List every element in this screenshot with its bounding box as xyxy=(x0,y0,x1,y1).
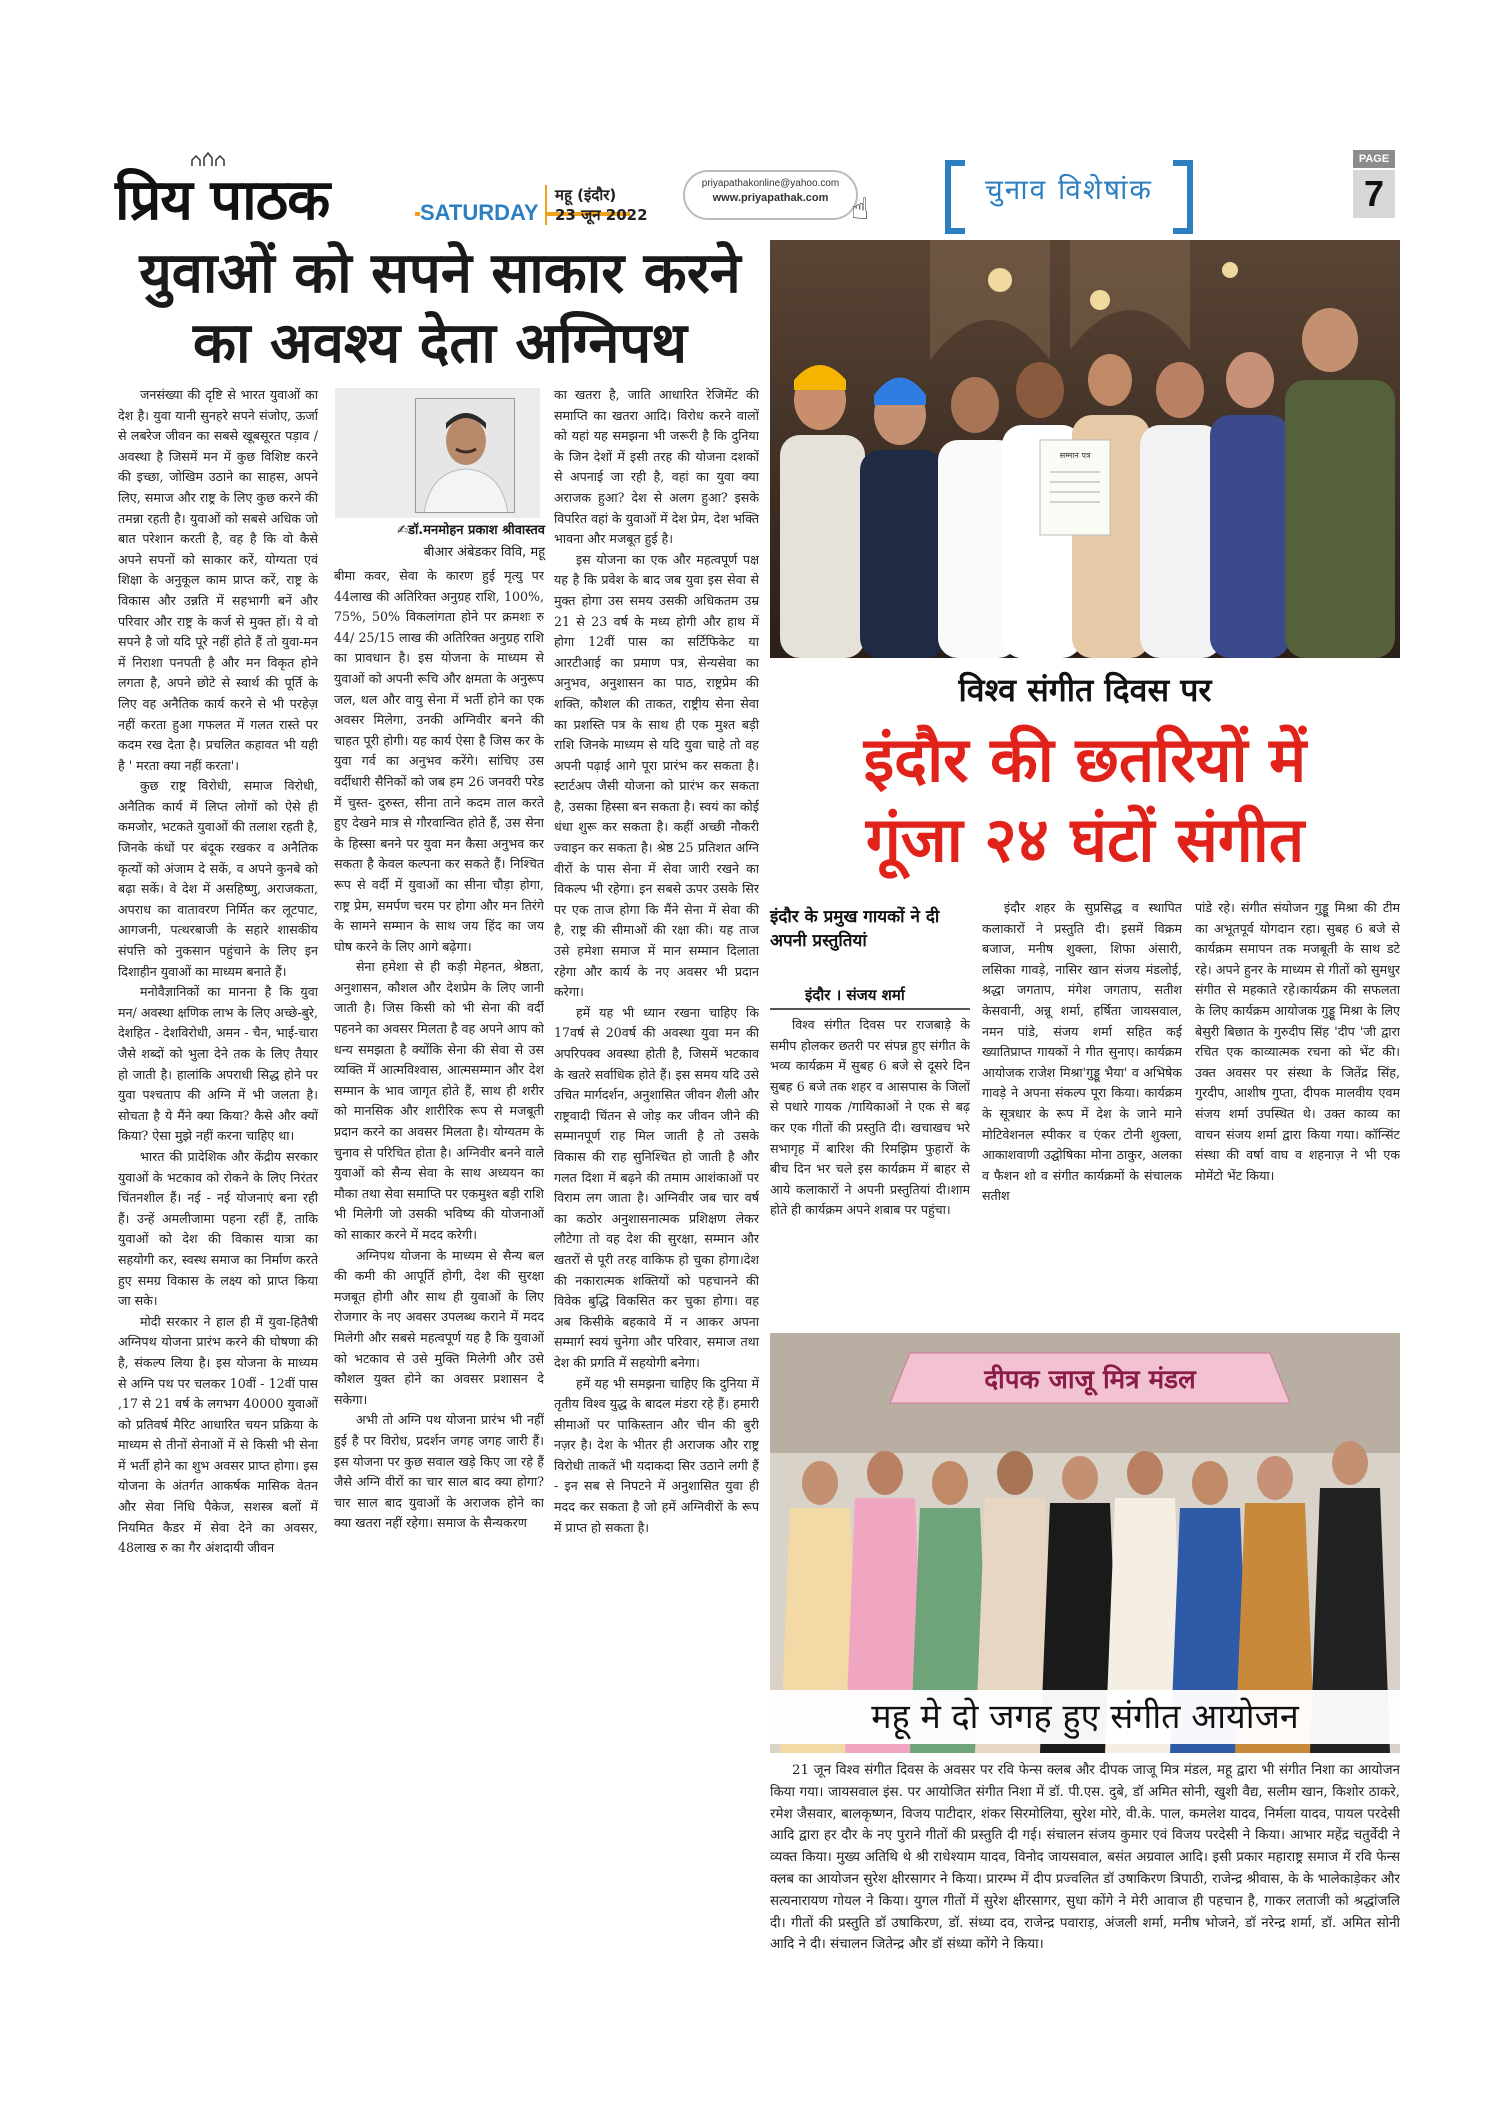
pointing-hand-icon: ☝ xyxy=(851,192,870,227)
music-headline xyxy=(770,720,1400,880)
article-headline xyxy=(115,238,765,378)
byline-rule xyxy=(770,1008,970,1010)
article-column-3 xyxy=(554,385,759,2030)
paragraph: कुछ राष्ट्र विरोधी, समाज विरोधी, अनैतिक कार्य में लिप्त लोगों को ऐसे ही कमजोर, भटकते युवाओं की तलाश रहती है, जिनके कंधों पर बंदूक रखकर व अनैतिक कृत्यों को अंजाम दे सकें, व अपने कुनबे को बढ़ा सकें। वे देश में असहिष्णु, अराजकता, अपराध का वातावरण निर्मित कर लूटपाट, आगजनी, पत्थरबाजी के सहारे शासकीय संपत्ति को नुकसान पहुंचाने के लिए इन दिशाहीन युवाओं का माध्यम बनाते हैं। xyxy=(118,778,318,979)
email-text: priyapathakonline@yahoo.com xyxy=(701,178,840,189)
music-column-1 xyxy=(770,1015,970,1327)
newspaper-logo: प्रिय पाठक xyxy=(115,167,330,233)
dateline xyxy=(545,185,648,225)
music-headline-line-2: गूंजा २४ घंटों संगीत xyxy=(865,803,1305,876)
website-badge[interactable] xyxy=(683,170,858,220)
website-text: www.priyapathak.com xyxy=(712,192,829,204)
music-headline-line-1: इंदौर की छतरियों में xyxy=(863,723,1307,796)
music-column-3 xyxy=(1195,898,1400,1327)
place-label: महू (इंदौर) xyxy=(555,186,617,204)
page-number: 7 xyxy=(1353,170,1395,218)
award-certificate-text: सम्मान पत्र xyxy=(1059,451,1091,460)
group-photo-image xyxy=(770,240,1400,658)
mhow-photo-caption: महू मे दो जगह हुए संगीत आयोजन xyxy=(770,1690,1400,1744)
paragraph: मोदी सरकार ने हाल ही में युवा-हितैषी अग्निपथ योजना प्रारंभ करने की घोषणा की है, संकल्प लिया है। इस योजना के माध्यम से अग्नि पथ पर चलकर 10वीं - 12वीं पास ,17 से 21 वर्ष के लगभग 40000 युवाओं को प्रतिवर्ष मैरिट आधारित चयन प्रक्रिया के माध्यम से तीनों सेनाओं में से किसी भी सेना में भर्ती होने का शुभ अवसर प्राप्त होगा। इस योजना के अंतर्गत आकर्षक मासिक वेतन और सेवा निधि पैकेज, सशस्त्र बलों में नियमित कैडर में सेवा देने का अवसर, 48लाख रु का गैर अंशदायी जीवन xyxy=(118,1313,318,1556)
author-affiliation: बीआर अंबेडकर विवि, महू xyxy=(423,545,545,560)
paragraph: जनसंख्या की दृष्टि से भारत युवाओं का देश है। युवा यानी सुनहरे सपने संजोए, ऊर्जा से लबरेज जीवन का सबसे खूबसूरत पड़ाव / अवस्था है जिसमें मन में कुछ विशिष्ट करने की इच्छा, जोखिम उठाने का साहस, अपने लिए, समाज और राष्ट्र के लिए कुछ करने की तमन्ना रहती है। युवाओं को सबसे अधिक जो बात परेशान करती है, वह है कि वो कैसे अपने सपनों को साकार करें, योग्यता एवं शिक्षा के अनुकूल काम प्राप्त करें, राष्ट्र के विकास और उन्नति में सहभागी बनें और परिवार और राष्ट्र के कर्ज से मुक्त हों। ये वो सपने है जो यदि पूरे नहीं होते हैं तो युवा-मन में निराशा पनपती है और मन विकृत होने लगता है, अपने छोटे से स्वार्थ की पूर्ति के लिए वह अनैतिक कार्य करने से भी परहेज़ नहीं करता हुआ गफलत में गलत रास्ते पर कदम रख देता है। प्रचलित कहावत भी यही है ' मरता क्या नहीं करता'। xyxy=(118,387,318,773)
paragraph: विश्व संगीत दिवस पर राजबाड़े के समीप होलकर छतरी पर संपन्न हुए संगीत के भव्य कार्यक्रम में सुबह 6 बजे से दूसरे दिन सुबह 6 बजे तक शहर व आसपास के जिलों से पधारे गायक /गायिकाओं ने एक से बढ़ कर एक गीतों की प्रस्तुति दी। खचाखच भरे सभागृह में बारिश की रिमझिम फुहारों के बीच दिन भर चले इस कार्यक्रम में बाहर से आये कलाकारों ने अपनी प्रस्तुतियां दी।शाम होते ही कार्यक्रम अपने शबाब पर पहुंचा। xyxy=(770,1017,970,1218)
music-byline: इंदौर । संजय शर्मा xyxy=(805,986,905,1004)
article-column-2 xyxy=(334,566,544,2030)
article-column-1 xyxy=(118,385,318,2030)
paragraph: का खतरा है, जाति आधारित रेजिमेंट की समाप्ति का खतरा आदि। विरोध करने वालों को यहां यह समझना भी जरूरी है कि दुनिया के जिन देशों में इसी तरह की योजना दशकों से अपनाई जा रही है, वहां का युवा क्या अराजक हुआ? देश से अलग हुआ? इसके विपरित वहां के युवाओं में देश प्रेम, देश भक्ति भावना और मजबूत हुई है। xyxy=(554,387,759,547)
paragraph: इंदौर शहर के सुप्रसिद्ध व स्थापित कलाकारों ने प्रस्तुति दी। इसमें विक्रम बजाज, मनीष शुक्ला, शिफा अंसारी, लसिका गावड़े, नासिर खान संजय मंडलोई, श्रद्धा जगताप, मंगेश जगताप, सतीश केसवानी, अन्नू शर्मा, हर्षिता जायसवाल, नमन पांडे, संजय शर्मा सहित कई ख्यातिप्राप्त गायकों ने गीत सुनाए। कार्यक्रम आयोजक राजेश मिश्रा'गुड्डू भैया' व अभिषेक गावड़े ने अपना संकल्प पूरा किया। कार्यक्रम के सूत्रधार के रूप में देश के जाने माने मोटिवेशनल स्पीकर व एंकर टोनी शुक्ला, आकाशवाणी उद्घोषिका मोना ठाकुर, अलका व फैशन शो व संगीत कार्यक्रमों के संचालक सतीश xyxy=(982,900,1182,1204)
headline-line-2: का अवश्य देता अग्निपथ xyxy=(192,310,688,376)
paragraph: 21 जून विश्व संगीत दिवस के अवसर पर रवि फेन्स क्लब और दीपक जाजू मित्र मंडल, महू द्वारा भी संगीत निशा का आयोजन किया गया। जायसवाल इंस. पर आयोजित संगीत निशा में डॉ. पी.एस. दुबे, डॉ अमित सोनी, खुशी वैद्य, सलीम खान, किशोर ठाकरे, रमेश जैसवार, बालकृष्णन, विजय पाटीदार, शंकर सिरमोलिया, सुरेश मोरे, वी.के. पाल, कमलेश यादव, निर्मला यादव, पायल परदेसी आदि द्वारा हर दौर के नए पुराने गीतों की प्रस्तुति दी गई। संचालन संजय कुमार एवं विजय परदेसी ने किया। आभार महेंद्र चतुर्वेदी ने व्यक्त किया। मुख्य अतिथि थे श्री राधेश्याम यादव, विनोद जायसवाल, बसंत अग्रवाल आदि। इसी प्रकार महाराष्ट्र समाज में रवि फेन्स क्लब का आयोजन सुरेश क्षीरसागर ने किया। प्रारम्भ में दीप प्रज्वलित डॉ उषाकिरण त्रिपाठी, राजेन्द्र श्रीवास, के के भालेकाड़ेकर और सत्यनारायण गोयल ने किया। युगल गीतों में सुरेश क्षीरसागर, सुधा कोंगे ने मेरी आवाज ही पहचान है, गाकर लताजी को श्रद्धांजलि दी। गीतों की प्रस्तुति डॉ उषाकिरण, डॉ. संध्या दव, राजेन्द्र पवाराड़, अंजली शर्मा, मनीष भोजने, डॉ नरेन्द्र शर्मा, डॉ. अमित सोनी आदि ने दी। संचालन जितेन्द्र और डॉ संध्या कोंगे ने किया। xyxy=(770,1763,1400,1953)
paragraph: हमें यह भी ध्यान रखना चाहिए कि 17वर्ष से 20वर्ष की अवस्था युवा मन की अपरिपक्व अवस्था होती है, जिसमें भटकाव के खतरे सर्वाधिक होते हैं। इस समय यदि उसे उचित मार्गदर्शन, अनुशासित जीवन शैली और राष्ट्रवादी चिंतन से जोड़ कर जीवन जीने की सम्मानपूर्ण राह मिल जाती है तो उसके विकास की राह सुनिश्चित हो जाती है और गलत दिशा में बढ़ने की तमाम आशंकाओं पर विराम लग जाता है। अग्निवीर जब चार वर्ष का कठोर अनुशासनात्मक प्रशिक्षण लेकर लौटेगा तो वह देश की सुरक्षा, सम्मान और खतरों से पूरी तरह वाकिफ हो चुका होगा।देश की नकारात्मक शक्तियों को पहचानने की विवेक बुद्धि विकसित कर चुका होगा। वह अब किसीके बहकावे में न आकर अपना सम्मार्ग स्वयं चुनेगा और परिवार, समाज तथा देश की प्रगति में सहयोगी बनेगा। xyxy=(554,1004,759,1370)
paragraph: भारत की प्रादेशिक और केंद्रीय सरकार युवाओं के भटकाव को रोकने के लिए निरंतर चिंतनशील हैं। नई - नई योजनाएं बना रही हैं। उन्हें अमलीजामा पहना रहीं हैं, ताकि युवाओं को देश की विकास यात्रा का सहयोगी कर, स्वस्थ समाज का निर्माण करते हुए समग्र विकास के लक्ष्य को प्राप्त किया जा सके। xyxy=(118,1148,318,1309)
music-subhead: इंदौर के प्रमुख गायकों ने दी अपनी प्रस्तुतियां xyxy=(770,907,940,951)
paragraph: हमें यह भी समझना चाहिए कि दुनिया में तृतीय विश्व युद्ध के बादल मंडरा रहे हैं। हमारी सीमाओं पर पाकिस्तान और चीन की बुरी नज़र है। देश के भीतर ही अराजक और राष्ट्र विरोधी ताकतें भी यदाकदा सिर उठाने लगी हैं - इन सब से निपटने में अनुशासित युवा ही मदद कर सकता है जो हमें अग्निवीरों के रूप में प्राप्त हो सकता है। xyxy=(554,1375,759,1535)
paragraph: पांडे रहे। संगीत संयोजन गुड्डू मिश्रा की टीम का अभूतपूर्व योगदान रहा। सुबह 6 बजे से कार्यक्रम समापन तक मजबूती के साथ डटे रहे। अपने हुनर के माध्यम से गीतों को सुमधुर संगीत से महकाते रहे।कार्यक्रम की सफलता के लिए कार्यक्रम आयोजक गुड्डू मिश्रा के लिए बेसुरी बिछात के गुरुदीप सिंह 'दीप 'जी द्वारा रचित एक काव्यात्मक रचना को भेंट की। उक्त अवसर पर संस्था के जितेंद्र सिंह, गुरदीप, आशीष गुप्ता, दीपक मालवीय एवम संजय शर्मा उपस्थित थे। उक्त काव्य का वाचन संजय शर्मा द्वारा किया गया। कॉन्सिंट संस्था की वर्षा वाघ व शहनाज़ ने भी एक मोमेंटो भेंट किया। xyxy=(1195,900,1400,1183)
paragraph: इस योजना का एक और महत्वपूर्ण पक्ष यह है कि प्रवेश के बाद जब युवा इस सेवा से मुक्त होगा उस समय उसकी अधिकतम उम्र 21 से 23 वर्ष के मध्य होगी और हाथ में होगा 12वीं पास का सर्टिफिकेट या आरटीआई का प्रमाण पत्र, सेन्यसेवा का अनुभव, अनुशासन का पाठ, राष्ट्रप्रेम की शक्ति, कौशल की ताकत, राष्ट्रीय सेना सेवा का प्रशस्ति पत्र के साथ ही एक मुश्त बड़ी राशि जिनके माध्यम से यदि युवा चाहे तो वह अपनी पढ़ाई आगे पूरा प्रारंभ कर सकता है। स्टार्टअप जैसी योजना को प्रारंभ कर सकता है, उसका हिस्सा बन सकता है। स्वयं का कोई धंधा शुरू कर सकता है। कहीं अच्छी नौकरी ज्वाइन कर सकता है। श्रेष्ठ 25 प्रतिशत अग्नि वीरों के पास सेना में सेवा जारी रखने का विकल्प भी रहेगा। इन सबसे ऊपर उसके सिर पर एक ताज होगा कि मैंने सेना में सेवा की है, राष्ट्र की सीमाओं की रक्षा की। यह ताज उसे हमेशा समाज में मान सम्मान दिलाता रहेगा और कार्य के नए अवसर भी प्रदान करेगा। xyxy=(554,551,759,1000)
paragraph: बीमा कवर, सेवा के कारण हुई मृत्यु पर 44लाख की अतिरिक्त अनुग्रह राशि, 100%, 75%, 50% विकलांगता होने पर क्रमशः रु 44/ 25/15 लाख की अतिरिक्त अनुग्रह राशि का प्रावधान है। इस योजना के माध्यम से युवाओं को अपनी रूचि और क्षमता के अनुरूप जल, थल और वायु सेना में भर्ती होने का एक अवसर मिलेगा, उनकी अग्निवीर बनने की चाहत पूरी होगी। यह कार्य ऐसा है जिस कर के युवा गर्व का अनुभव करेंगे। सांचिए उस वर्दीधारी सैनिकों को जब हम 26 जनवरी परेड में चुस्त- दुरुस्त, सीना ताने कदम ताल करते हुए देखने मात्र से गौरवान्वित होते हैं, उस सेना के हिस्सा बनने पर युवा मन कैसा अनुभव कर सकता है केवल कल्पना कर सकते हैं। निश्चित रूप से वर्दी में युवाओं का सीना चौड़ा होगा, राष्ट्र प्रेम, समर्पण चरम पर होगा और मन तिरंगे के सामने सम्मान के साथ जय हिंद का जय घोष करने के लिए आगे बढ़ेगा। xyxy=(334,568,544,954)
headline-line-1: युवाओं को सपने साकार करने xyxy=(139,240,741,306)
music-kicker: विश्व संगीत दिवस पर xyxy=(958,671,1212,709)
author-portrait-icon xyxy=(416,399,515,513)
paragraph: अभी तो अग्नि पथ योजना प्रारंभ भी नहीं हुई है पर विरोध, प्रदर्शन जगह जगह जारी हैं। इस योजना पर कुछ सवाल खड़े किए जा रहे हैं जैसे अग्नि वीरों का चार साल बाद क्या होगा? चार साल बाद युवाओं के अराजक होने का क्या खतरा नहीं रहेगा। समाज के सैन्यकरण xyxy=(334,1412,544,1531)
paragraph: अग्निपथ योजना के माध्यम से सैन्य बल की कमी की आपूर्ति होगी, देश की सुरक्षा मजबूत होगी और साथ ही युवाओं के लिए रोजगार के नए अवसर उपलब्ध कराने में मदद मिलेगी और सबसे महत्वपूर्ण यह है कि युवाओं को भटकाव से उसे मुक्ति मिलेगी और उसे कौशल युक्त होने का अवसर प्रशासन दे सकेगा। xyxy=(334,1247,544,1407)
mhow-body xyxy=(770,1760,1400,2020)
author-name: ✍डॉ.मनमोहन प्रकाश श्रीवास्तव xyxy=(397,523,545,538)
special-edition-label: चुनाव विशेषांक xyxy=(945,160,1193,220)
paragraph: सेना हमेशा से ही कड़ी मेहनत, श्रेष्ठता, अनुशासन, कौशल और देशप्रेम के लिए जानी जाती है। जिस किसी को भी सेना की वर्दी पहनने का अवसर मिलता है वह अपने आप को धन्य समझता है क्योंकि सेना की सेवा से उस व्यक्ति में आत्मविश्वास, आत्मसम्मान और देश सम्मान के भाव जागृत होते हैं, साथ ही शरीर को मानसिक और शारीरिक रूप से मजबूती प्रदान करने का अवसर मिलता है। योग्यतम के चुनाव से परिचित होता है। अग्निवीर बनने वाले युवाओं को सैन्य सेवा के साथ अध्ययन का मौका तथा सेवा समाप्ति पर एकमुश्त बड़ी राशि भी मिलेगी जो उसकी भविष्य की योजनाओं को साकार करने में मदद करेगी। xyxy=(334,959,544,1242)
date-label: 23 जून 2022 xyxy=(555,206,648,224)
day-label: SATURDAY xyxy=(420,200,545,226)
event-photo-award xyxy=(770,240,1400,658)
page-label: PAGE xyxy=(1353,150,1395,168)
banner-text: दीपक जाजू मित्र मंडल xyxy=(984,1365,1196,1395)
masthead xyxy=(115,150,1390,240)
author-photo xyxy=(415,398,515,513)
music-column-2 xyxy=(982,898,1182,1327)
paragraph: मनोवैज्ञानिकों का मानना है कि युवा मन/ अवस्था क्षणिक लाभ के लिए अच्छे-बुरे, देशहित - देशविरोधी, अमन - चैन, भाई-चारा जैसे शब्दों को भुला देने तक के लिए तैयार हो जाती है। हालांकि अपराधी सिद्ध होने पर युवा पश्चताप की अग्नि में भी जलता है। सोचता है ये मैंने क्या किया? कैसे और क्यों किया? ऐसा मुझे नहीं करना चाहिए था। xyxy=(118,984,318,1144)
